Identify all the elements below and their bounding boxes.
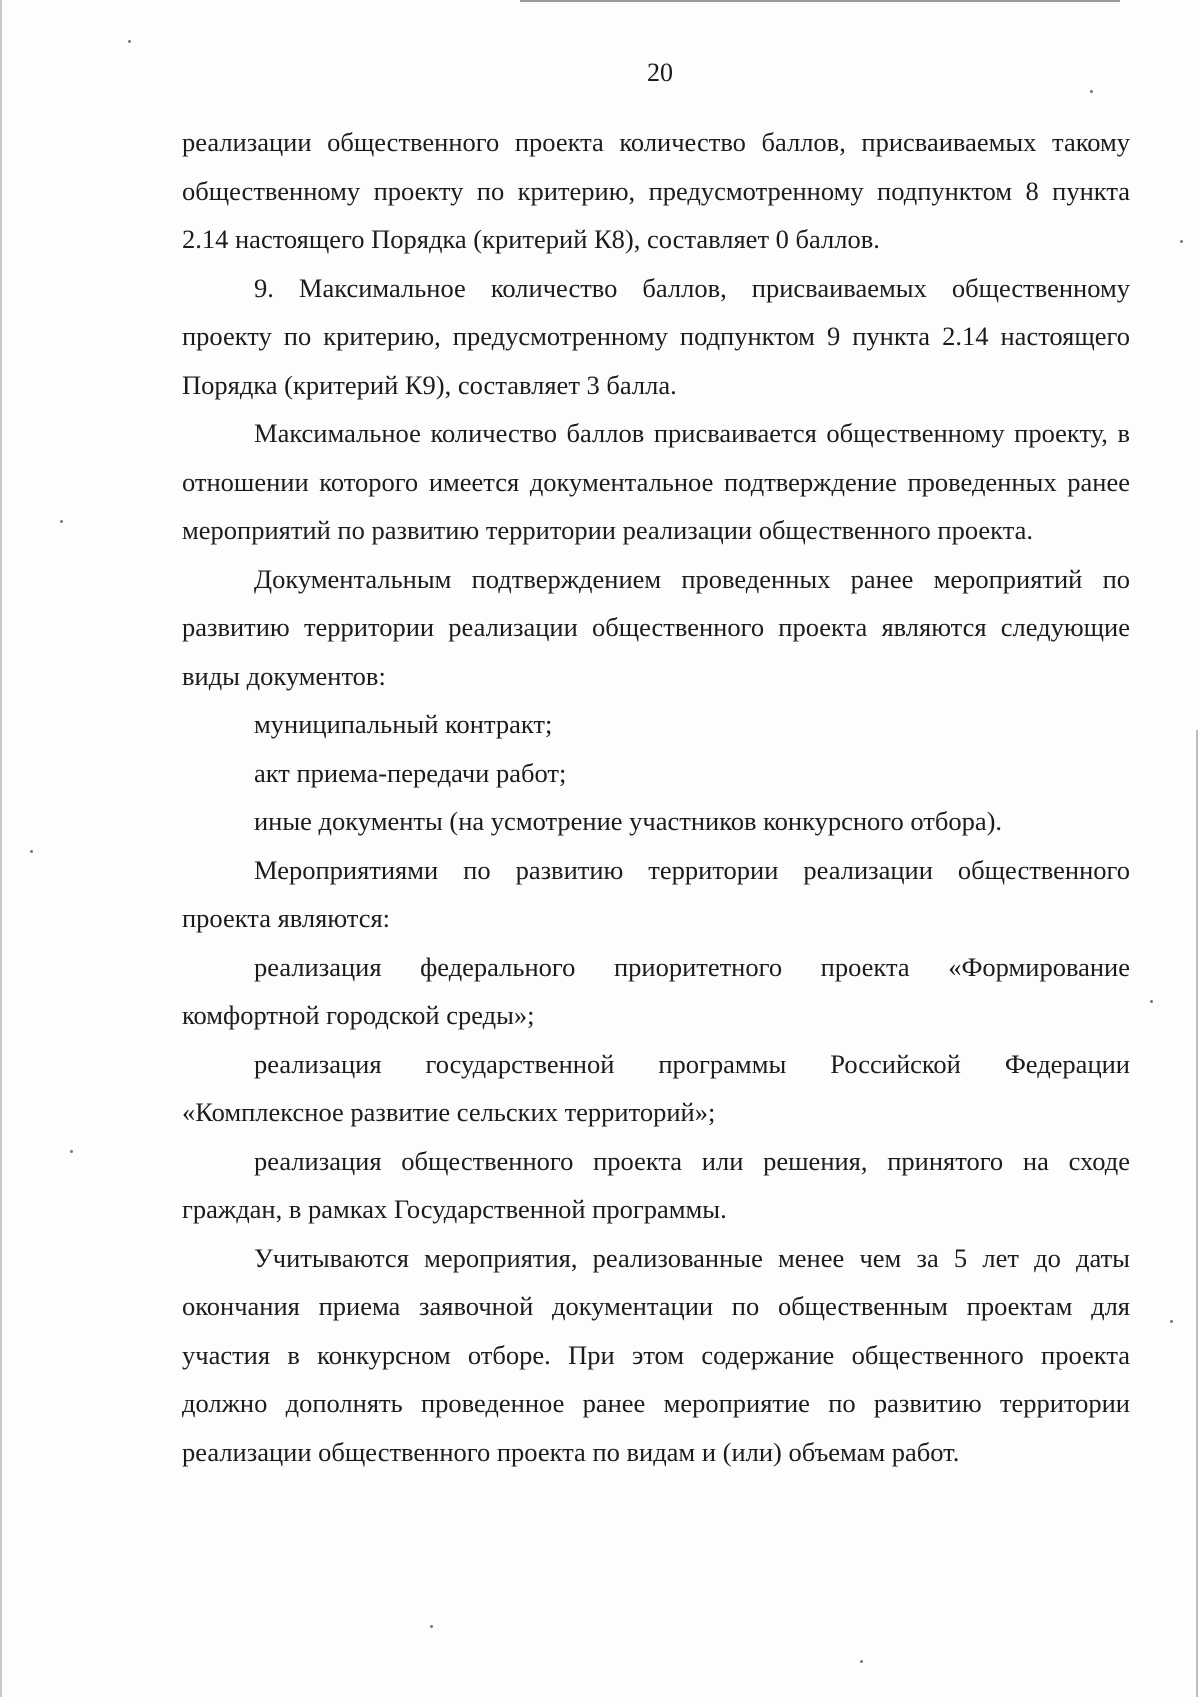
scan-speck (1170, 1320, 1173, 1323)
list-item-federal-project: реализация федерального приоритетного проекта «Формирование комфортной городской среды»; (182, 951, 1130, 1030)
paragraph-five-years-rule: Учитываются мероприятия, реализованные менее чем за 5 лет до даты окончания приема заявочной документации по общественным проектам для участия в конкурсном отборе. При этом содержание общественного проекта должно дополнять проведенное ранее мероприятие по развитию территории реализации общественного проекта по видам и (или) объемам работ. (182, 1242, 1130, 1467)
paragraph-criterion-9: 9. Максимальное количество баллов, присваиваемых общественному проекту по критерию, предусмотренному подпунктом 9 пункта 2.14 настоящего Порядка (критерий К9), составляет 3 балла. (182, 272, 1130, 400)
scan-border-top (520, 0, 1120, 2)
paragraph-document-types: Документальным подтверждением проведенных ранее мероприятий по развитию территории реализации общественного проекта являются следующие виды документов: (182, 563, 1130, 691)
document-body (182, 118, 1130, 1476)
scan-speck (70, 1150, 73, 1153)
scan-speck (430, 1625, 433, 1628)
page-number: 20 (647, 58, 673, 87)
list-item-other-documents: иные документы (на усмотрение участников конкурсного отбора). (254, 806, 1003, 836)
scan-speck (30, 850, 33, 853)
paragraph-max-score: Максимальное количество баллов присваивается общественному проекту, в отношении которого имеется документальное подтверждение проведенных ранее мероприятий по развитию территории реализации общественного проекта. (182, 418, 1130, 545)
scan-speck (60, 520, 63, 523)
scan-speck (128, 40, 131, 43)
scan-speck (1180, 240, 1183, 243)
scan-border-left (0, 0, 2, 1697)
scan-speck (1150, 1000, 1153, 1003)
paragraph-k8-continuation: реализации общественного проекта количество баллов, присваиваемых такому общественному проекту по критерию, предусмотренному подпунктом 8 пункта 2.14 настоящего Порядка (критерий К8), составляет 0 баллов. (182, 127, 1130, 254)
list-item-state-program: реализация государственной программы Российской Федерации «Комплексное развитие сельских территорий»; (182, 1048, 1130, 1127)
list-item-citizen-decision: реализация общественного проекта или решения, принятого на сходе граждан, в рамках Государственной программы. (182, 1145, 1130, 1224)
list-item-acceptance-act: акт приема-передачи работ; (254, 757, 567, 788)
paragraph-measures-heading: Мероприятиями по развитию территории реализации общественного проекта являются: (182, 854, 1130, 933)
scan-speck (1090, 90, 1093, 93)
list-item-municipal-contract: муниципальный контракт; (254, 709, 553, 739)
scan-border-right (1196, 730, 1198, 1697)
scan-speck (860, 1660, 863, 1663)
